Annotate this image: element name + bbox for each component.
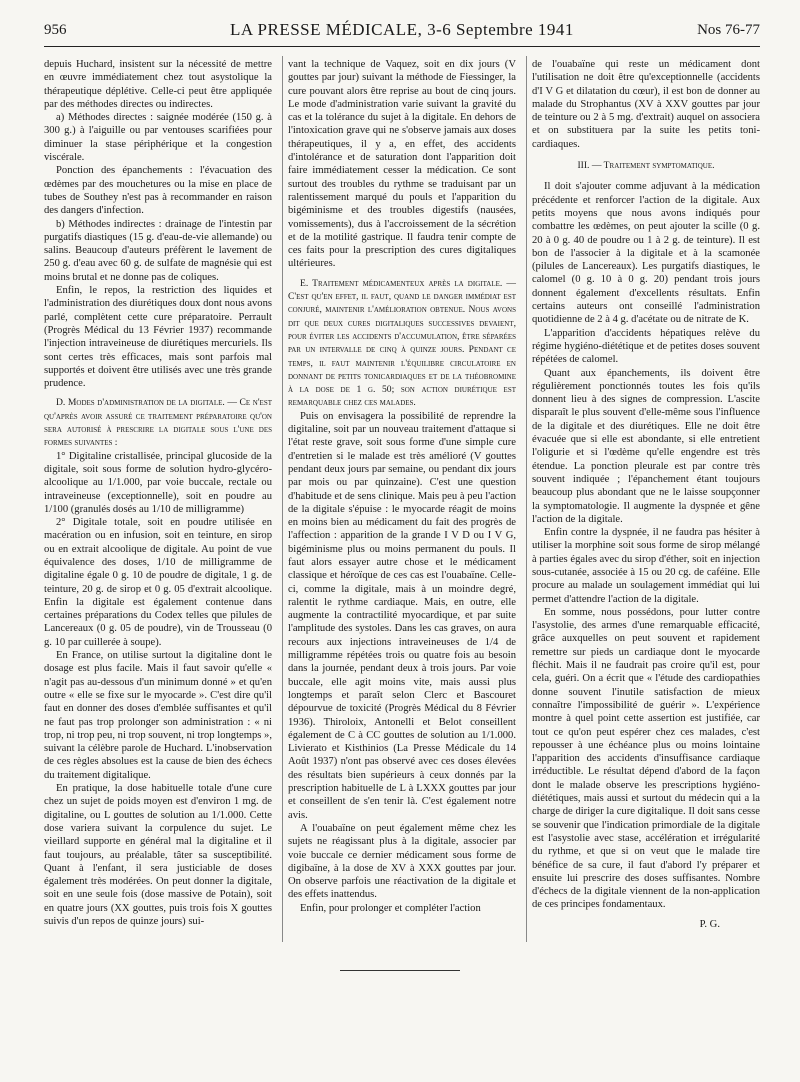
column-1	[44, 58, 272, 928]
author-signature: P. G.	[699, 918, 720, 930]
paragraph: Ponction des épanchements : l'évacuation des œdèmes par des mouchetures ou la mise en place de tubes de Southey n'est pas à recommander en raison des dangers d'infection.	[44, 165, 272, 217]
header-rule	[44, 46, 760, 47]
paragraph: depuis Huchard, insistent sur la nécessité de mettre en œuvre immédiatement chez tout asystolique la thérapeutique déplétive. Celle-ci peut être appliquée par des méthodes directes ou indirectes.	[44, 59, 272, 110]
paragraph: En pratique, la dose habituelle totale d'une cure chez un sujet de poids moyen est d'environ 1 mg. de digitaline, ou L gouttes de solution au 1/1.000. Cette dose variera suivant la corpulence du sujet. Le vieillard supporte en général mal la digitaline et il faut toujours, au préalable, tâter sa susceptibilité. Quant à l'enfant, il sera justiciable de doses également très modérées. On peut donner la digitale, soit en une seule fois (dose massive de Potain), soit en quatre jours (XX gouttes, puis trois fois X gouttes suivis d'un repos de quinze jours) sui-	[44, 783, 272, 927]
paragraph: b) Méthodes indirectes : drainage de l'intestin par purgatifs diastiques (15 g. d'eau-de-vie allemande) ou salins. Beaucoup d'auteurs préfèrent le lavement de 250 g. d'eau avec 60 g. de sulfate de magnésie qui est moins brutal et ne donne pas de coliques.	[44, 218, 272, 283]
paragraph: de l'ouabaïne qui reste un médicament dont l'utilisation ne doit être qu'exceptionnelle (accidents d'I V G et dilatation du cœur), il est bon de donner au malade du Strophantus (XV à XXV gouttes par jour de teinture ou 2 à 5 mg. d'extrait) auquel on associera et on substituera par la suite les petits toni-cardiaques.	[532, 59, 760, 150]
paragraph: a) Méthodes directes : saignée modérée (150 g. à 300 g.) à l'aiguille ou par ventouses scarifiées pour diminuer la stase périphérique et la congestion viscérale.	[44, 112, 272, 164]
section-heading-d: D. Modes d'administration de la digitale. — Ce n'est qu'après avoir assuré ce traitement préparatoire qu'on sera autorisé à prescrire la digitale sous l'une des formes suivantes :	[44, 397, 272, 449]
paragraph: Quant aux épanchements, ils doivent être régulièrement ponctionnés toutes les fois qu'ils donnent lieu à des signes de compression. L'ascite disparaît le plus souvent d'elle-même sous l'influence de la digitale et des diurétiques. Elle ne doit être évacuée que si elle est abondante, si elle entretient l'oligurie et si l'œdème qu'elle engendre est très étendue. La ponction pleurale est par contre très souvent indiquée ; l'épanchement étant toujours beaucoup plus abondant que ne le laisse soupçonner la symptomatologie. Il augmente la dyspnée et gêne l'action de la digitale.	[532, 367, 760, 525]
paragraph: Enfin, pour prolonger et compléter l'action	[300, 902, 481, 914]
column-2	[288, 58, 516, 915]
paragraph: Il doit s'ajouter comme adjuvant à la médication précédente et renforcer l'action de la digitale. Aux petits moyens que nous avons indiqués pour combattre les œdèmes, on peut ajouter la scille (0 g. 20 à 0 g. 40 de poudre ou 1 à 2 g. de teinture). Il est bon de l'associer à la digitale et à la scamonée (pilules de Lancereaux). Les purgatifs diastiques, le calomel (0 g. 10 à 0 g. 20) pendant trois jours donnent également d'excellents résultats. Enfin certains auteurs ont conseillé l'administration quotidienne de 2 à 4 g. d'acétate ou de nitrate de K.	[532, 181, 760, 326]
paragraph: Enfin contre la dyspnée, il ne faudra pas hésiter à utiliser la morphine soit sous forme de sirop mélangé à parties égales avec du sirop d'éther, soit en injection sous-cutanée, associée à 15 ou 20 cg. de caféine. Elle procure au malade un soulagement immédiat qui lui permet d'attendre l'action de la digitale.	[532, 527, 760, 605]
paragraph: En somme, nous possédons, pour lutter contre l'asystolie, des armes d'une remarquable efficacité, grâce auxquelles on peut souvent et rapidement remettre sur pieds un cardiaque dont le myocarde fléchit. Mais il ne faudrait pas croire qu'il est, pour cela, guéri. On a écrit que « l'étude des cardiopathies donne souvent l'inutile satisfaction de mieux connaître l'impossibilité de guérir ». L'expérience montre à quel point cette assertion est justifiée, car tout ce qu'on peut espérer chez ces malades, c'est repousser à une échéance plus ou moins lointaine l'apparition des accidents d'insuffisance cardiaque irréductible. Le résultat dépend d'abord de la façon dont le malade observe les prescriptions hygiéno-diététiques, mais aussi et surtout du médecin qui a la charge de diriger la cure digitalique. Il doit sans cesse se souvenir que l'indication primordiale de la digitale est l'asystolie avec stase, accélération et irrégularité du rythme, et que si on veut que le malade tire bénéfice de sa cure, il faut d'abord l'y préparer et ensuite lui prescrire des doses suffisantes. Nombre d'échecs de la digitale viennent de la non-application de ces principes fondamentaux.	[532, 606, 760, 911]
column-divider	[526, 56, 527, 942]
paragraph: L'apparition d'accidents hépatiques relève du régime hygiéno-diététique et de petites doses souvent répétées de calomel.	[532, 327, 760, 366]
column-divider	[282, 56, 283, 942]
issue-number: Nos 76-77	[697, 22, 760, 38]
column-3	[532, 58, 760, 931]
paragraph: 2° Digitale totale, soit en poudre utilisée en macération ou en infusion, soit en teinture, en sirop ou en extrait alcoolique de digitale. Au point de vue équivalence des doses, 1/10 de milligramme de digitaline égale 0 g. 10 de poudre de digitale, 1 g. de teinture, 20 g. de sirop et 0 g. 05 d'extrait alcoolique. Enfin la digitale est également contenue dans certaines préparations du Codex telles que pilules de Lancereaux (0 g. 05 de poudre), vin de Trousseau (0 g. 10 par cuillerée à soupe).	[44, 517, 272, 648]
paragraph: Puis on envisagera la possibilité de reprendre la digitaline, soit par un nouveau traitement d'attaque si l'état reste grave, soit sous forme d'une simple cure d'entretien si le malade est très amélioré (V gouttes pendant deux jours par semaine, ou pendant dix jours par mois ou par quinzaine). C'est une question d'habitude et de sens clinique. Mais peu à peu l'action de la digitale s'épuise : le myocarde réagit de moins en moins bien au médicament du fait des progrès de l'affection : apparition de la grande I V D ou I V G, bigéminisme plus ou moins permanent du pouls. Il faut alors essayer autre chose et le médicament classique et héroïque de ces cas est l'ouabaïne. Celle-ci, comme la digitale, mais à un moindre degré, ralentit le rythme cardiaque. Mais, en outre, elle augmente la contractilité myocardique, et par suite l'amplitude des systoles. Dans les cas graves, on aura recours aux injections intraveineuses de 1/4 de milligramme répétées trois ou quatre fois au besoin dans la journée, pendant deux à trois jours. Par voie buccale, elle agit moins vite, mais aussi plus longtemps et paraît selon Clerc et Bascouret dépourvue de toxicité (Progrès Médical du 8 Février 1936). Thiroloix, Antonelli et Belot conseillent également de C à CC gouttes de solution au 1/1.000. Livierato et Kisthinios (La Presse Médicale du 14 Août 1937) n'ont pas observé avec ces doses élevées des résultats bien supérieurs à ceux donnés par la prescription habituelle de L à LXXX gouttes par jour et conseillent de s'en tenir là. C'est également notre avis.	[288, 410, 516, 821]
paragraph: 1° Digitaline cristallisée, principal glucoside de la digitale, soit sous forme de solution hydro-glycéro-alcoolique au 1/1.000, par voie buccale, rectale ou intraveineuse (exceptionnelle), soit en poudre au 1/100 (granulés dosés au 1/10 de milligramme)	[44, 450, 272, 515]
footer-rule	[340, 970, 460, 971]
paragraph: A l'ouabaïne on peut également même chez les sujets ne réagissant plus à la digitale, associer par voie buccale ce dernier médicament sous forme de digibaïne, à la dose de XV à XXX gouttes par jour. On observe parfois une réactivation de la digitale et des effets inattendus.	[288, 822, 516, 901]
page-number: 956	[44, 22, 67, 38]
section-heading-iii: III. — Traitement symptomatique.	[577, 160, 715, 172]
paragraph: En France, on utilise surtout la digitaline dont le dosage est plus facile. Mais il faut savoir qu'elle « n'agit pas au-dessous d'un minimum donné » et qu'en outre « elle se fixe sur le myocarde ». C'est dire qu'il faut en donner des doses d'emblée suffisantes et qu'il ne faut pas trop prolonger son administration : « ni trop, ni trop peu, ni trop souvent, ni trop longtemps », suivant la célèbre parole de Huchard. L'inobservation de ces règles absolues est la cause de bien des échecs du traitement digitalique.	[44, 650, 272, 781]
paragraph: Enfin, le repos, la restriction des liquides et l'administration des diurétiques doux dont nous avons parlé, complètent cette cure préparatoire. Perrault (Progrès Médical du 13 Février 1937) recommande l'injection intraveineuse de diurétiques mercuriels. Ils sont certes très efficaces, mais sont parfois mal supportés et doivent être utilisés avec une très grande prudence.	[44, 285, 272, 390]
section-heading-e: E. Traitement médicamenteux après la digitale. — C'est qu'en effet, il faut, quand le danger immédiat est conjuré, maintenir l'amélioration obtenue. Nous avons dit que deux cures digitaliques successives devaient, pour éviter les accidents d'accumulation, être séparées par un intervalle de cinq à quinze jours. Pendant ce temps, il faut maintenir l'équilibre circulatoire en donnant de petits tonicardiaques et de la théobromine à la dose de 1 g. 50; son action diurétique est remarquable chez ces malades.	[288, 277, 516, 409]
paragraph: vant la technique de Vaquez, soit en dix jours (V gouttes par jour) suivant la méthode de Fiessinger, la cure pouvant alors être reprise au bout de cinq jours. Le mode d'administration varie suivant la gravité du cas et la tolérance du sujet à la digitale. En dehors de l'intoxication grave qui ne s'observe jamais aux doses thérapeutiques, il y a, en effet, des accidents d'intolérance et de saturation dont l'apparition doit faire immédiatement cesser la médication. Ce sont surtout des troubles du rythme se traduisant par un ralentissement marqué du pouls et l'apparition du bigéminisme et des troubles digestifs (nausées, vomissements), dus à l'accroissement de la sécrétion et de la motilité gastrique. Il faudra tenir compte de ces faits pour la prescription des cures digitaliques ultérieures.	[288, 59, 516, 270]
journal-title: LA PRESSE MÉDICALE, 3-6 Septembre 1941	[230, 20, 574, 39]
page-header	[44, 22, 760, 44]
